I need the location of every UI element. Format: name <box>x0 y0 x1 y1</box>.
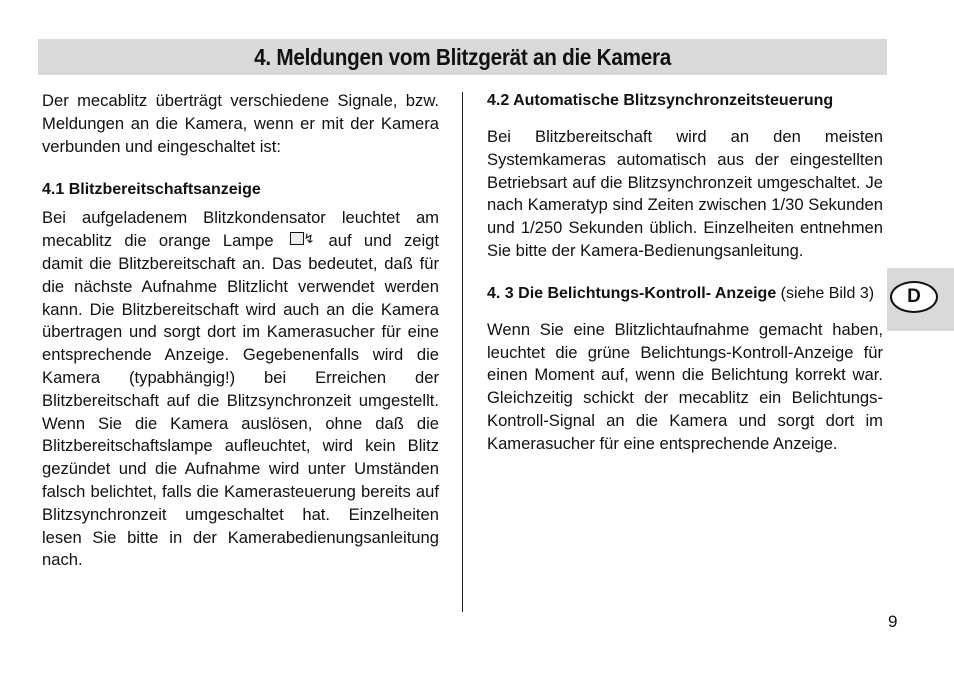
section-4-1-paragraph <box>42 207 439 572</box>
language-tab <box>887 268 954 331</box>
intro-paragraph: Der mecablitz überträgt verschiedene Signale, bzw. Meldungen an die Kamera, wenn er mit der Kamera verbunden und eingeschaltet ist: <box>42 91 439 156</box>
title-bar <box>38 39 887 75</box>
section-4-3-paragraph: Wenn Sie eine Blitzlichtaufnahme gemacht haben, leuchtet die grüne Belichtungs-Kontroll-Anzeige für einen Moment auf, wenn die Belichtung korrekt war. Gleichzeitig schickt der mecablitz ein Belichtungs-Kontroll-Signal an die Kamera und sorgt dort im Kamerasucher für eine entsprechende Anzeige. <box>487 319 883 453</box>
section-4-2-paragraph: Bei Blitzbereitschaft wird an den meisten Systemkameras automatisch aus der eingestellten Betriebsart auf die Blitzsynchronzeit umgeschaltet. Je nach Kameratyp sind Zeiten zwischen 1/30 Sekunden und 1/250 Sekunden üblich. Einzelheiten entnehmen Sie bitte der Kamera-Bedienungsanleitung. <box>487 127 883 260</box>
bolt-icon: ↯ <box>303 231 315 247</box>
section-4-3-heading-text: 4. 3 Die Belichtungs-Kontroll- Anzeige <box>487 284 777 302</box>
language-tab-label: D <box>907 286 921 307</box>
language-tab-badge <box>890 281 938 313</box>
column-divider <box>462 92 463 612</box>
section-4-2-heading: 4.2 Automatische Blitzsynchronzeitsteuerung <box>487 92 834 109</box>
page-number: 9 <box>888 612 898 631</box>
section-4-3-heading-note: (siehe Bild 3) <box>780 284 875 302</box>
section-4-1-text-part1: Bei aufgeladenem Blitzkondensator leuchtet am mecablitz die orange Lampe <box>42 208 439 251</box>
left-column <box>42 90 439 572</box>
lamp-icon <box>290 232 304 245</box>
section-4-1-text-part2: auf und zeigt damit die Blitzbereitschaft an. Das bedeutet, daß für die nächste Aufnahme Blitzlicht verwendet werden kann. Die Blitzbereitschaft wird auch an die Kamera übertragen und sorgt dort im Kamerasucher für eine entsprechende Anzeige. Gegebenenfalls wird die Kamera (typabhängig!) bei Erreichen der Blitzbereitschaft auf die Blitzsynchronzeit umgestellt. Wenn Sie die Kamera auslösen, ohne daß die Blitzbereitschaftslampe aufleuchtet, wird kein Blitz gezündet und die Aufnahme wird unter Umständen falsch belichtet, falls die Kamerasteuerung bereits auf Blitzsynchronzeit umgeschaltet hat. Einzelheiten lesen Sie bitte in der Kamerabedienungsanleitung nach. <box>42 231 439 570</box>
page-title: 4. Meldungen vom Blitzgerät an die Kamera <box>254 43 671 70</box>
right-column <box>487 90 883 456</box>
section-4-1-heading: 4.1 Blitzbereitschaftsanzeige <box>42 181 261 199</box>
section-4-3-heading <box>487 283 883 305</box>
